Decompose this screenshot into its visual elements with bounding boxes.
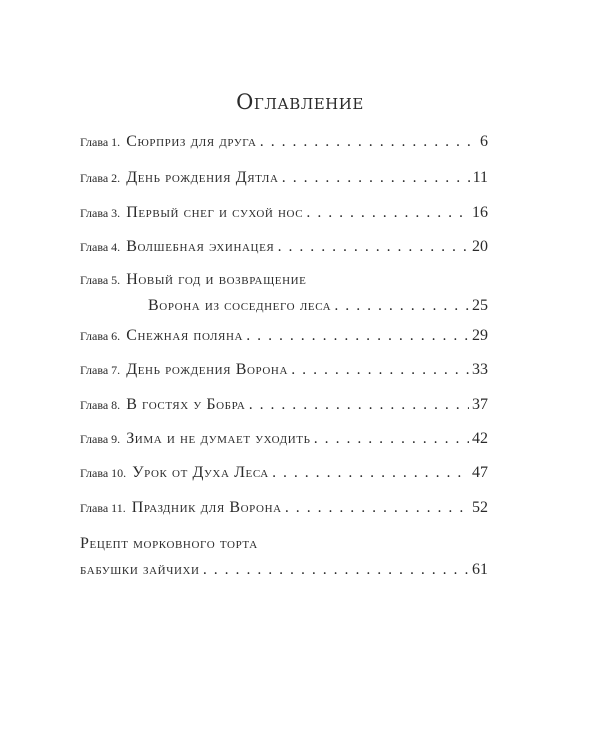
chapter-title: Рецепт морковного торта	[80, 535, 258, 552]
dot-leader	[314, 431, 469, 447]
chapter-title: Праздник для Ворона	[131, 499, 282, 516]
chapter-title: бабушки зайчихи	[80, 561, 200, 578]
chapter-title: Зима и не думает уходить	[126, 430, 311, 447]
toc-entry[interactable]	[80, 238, 488, 260]
toc-entry[interactable]	[80, 499, 488, 521]
chapter-title: День рождения Ворона	[126, 361, 289, 378]
chapter-number: Глава 10.	[80, 466, 127, 480]
toc-entry[interactable]	[80, 271, 488, 319]
page-title: Оглавление	[236, 90, 364, 114]
toc-entry[interactable]	[80, 361, 488, 383]
chapter-title: Снежная поляна	[126, 327, 244, 344]
dot-leader	[277, 239, 469, 255]
page-number: 37	[472, 396, 488, 413]
chapter-number: Глава 6.	[80, 329, 121, 343]
page-number: 33	[472, 361, 488, 378]
chapter-title: Ворона из соседнего леса	[148, 297, 332, 314]
dot-leader	[246, 328, 469, 344]
page-number: 16	[472, 204, 488, 221]
dot-leader	[203, 562, 469, 578]
chapter-title: Первый снег и сухой нос	[126, 204, 304, 221]
toc-entry[interactable]	[80, 464, 488, 486]
chapter-number: Глава 5.	[80, 273, 121, 287]
chapter-title: В гостях у Бобра	[126, 396, 246, 413]
dot-leader	[248, 397, 469, 413]
page-number: 25	[472, 297, 488, 314]
dot-leader	[291, 362, 469, 378]
toc-entry[interactable]	[80, 204, 488, 226]
page-number: 61	[472, 561, 488, 578]
dot-leader	[334, 298, 469, 314]
chapter-number: Глава 1.	[80, 135, 121, 149]
chapter-number: Глава 9.	[80, 432, 121, 446]
dot-leader	[285, 500, 469, 516]
chapter-title: Урок от Духа Леса	[132, 464, 269, 481]
page-number: 42	[472, 430, 488, 447]
chapter-title: Волшебная эхинацея	[126, 238, 275, 255]
toc-entry[interactable]	[80, 133, 488, 155]
toc-entry[interactable]	[80, 396, 488, 418]
dot-leader	[260, 134, 477, 150]
chapter-number: Глава 2.	[80, 171, 121, 185]
page-number: 29	[472, 327, 488, 344]
chapter-title: Новый год и возвращение	[126, 271, 307, 288]
chapter-number: Глава 4.	[80, 240, 121, 254]
dot-leader	[282, 170, 470, 186]
page-number: 11	[472, 169, 488, 186]
chapter-number: Глава 7.	[80, 363, 121, 377]
toc-entry[interactable]	[80, 169, 488, 191]
dot-leader	[272, 465, 469, 481]
toc-entry[interactable]	[80, 430, 488, 452]
page-number: 47	[472, 464, 488, 481]
page-number: 52	[472, 499, 488, 516]
dot-leader	[306, 205, 469, 221]
chapter-number: Глава 11.	[80, 501, 126, 515]
page-number: 6	[480, 133, 488, 150]
chapter-number: Глава 8.	[80, 398, 121, 412]
toc-entry[interactable]	[80, 535, 488, 583]
chapter-title: Сюрприз для друга	[126, 133, 257, 150]
chapter-number: Глава 3.	[80, 206, 121, 220]
toc-entry[interactable]	[80, 327, 488, 349]
page-number: 20	[472, 238, 488, 255]
chapter-title: День рождения Дятла	[126, 169, 279, 186]
